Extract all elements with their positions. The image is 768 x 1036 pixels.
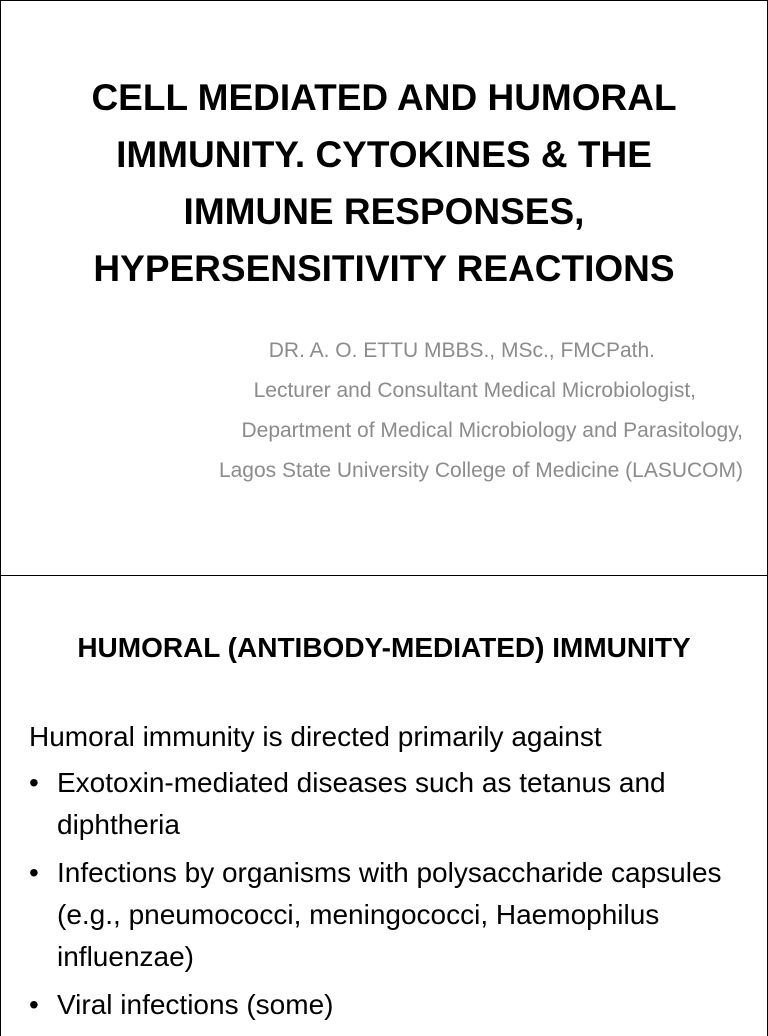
author-info xyxy=(219,331,743,491)
title-line: IMMUNITY. CYTOKINES & THE xyxy=(116,134,652,175)
title-line: HYPERSENSITIVITY REACTIONS xyxy=(93,248,675,289)
author-position: Lecturer and Consultant Medical Microbiologist, xyxy=(253,379,696,402)
bullet-text: Infections by organisms with polysaccharide capsules (e.g., pneumococci, meningococci, Haemophilus influenzae) xyxy=(57,857,722,972)
list-item xyxy=(29,762,747,846)
author-department: Department of Medical Microbiology and Parasitology, xyxy=(241,419,743,442)
list-item xyxy=(29,984,747,1026)
slide-heading: HUMORAL (ANTIBODY-MEDIATED) IMMUNITY xyxy=(77,632,691,663)
title-line: IMMUNE RESPONSES, xyxy=(183,191,585,232)
title-line: CELL MEDIATED AND HUMORAL xyxy=(91,77,677,118)
bullet-icon: • xyxy=(29,857,39,888)
author-institution: Lagos State University College of Medicine (LASUCOM) xyxy=(218,459,743,482)
bullet-text: Exotoxin-mediated diseases such as tetanus and diphtheria xyxy=(57,767,666,840)
bullet-icon: • xyxy=(29,989,39,1020)
list-item xyxy=(29,852,747,978)
slide-body xyxy=(29,716,747,1032)
intro-text: Humoral immunity is directed primarily against xyxy=(29,721,602,752)
bullet-icon: • xyxy=(29,767,39,798)
bullet-list xyxy=(29,762,747,1026)
author-name: DR. A. O. ETTU MBBS., MSc., FMCPath. xyxy=(268,339,655,362)
presentation-title xyxy=(31,69,737,297)
bullet-text: Viral infections (some) xyxy=(57,989,334,1020)
slide-humoral-immunity xyxy=(0,575,768,1036)
